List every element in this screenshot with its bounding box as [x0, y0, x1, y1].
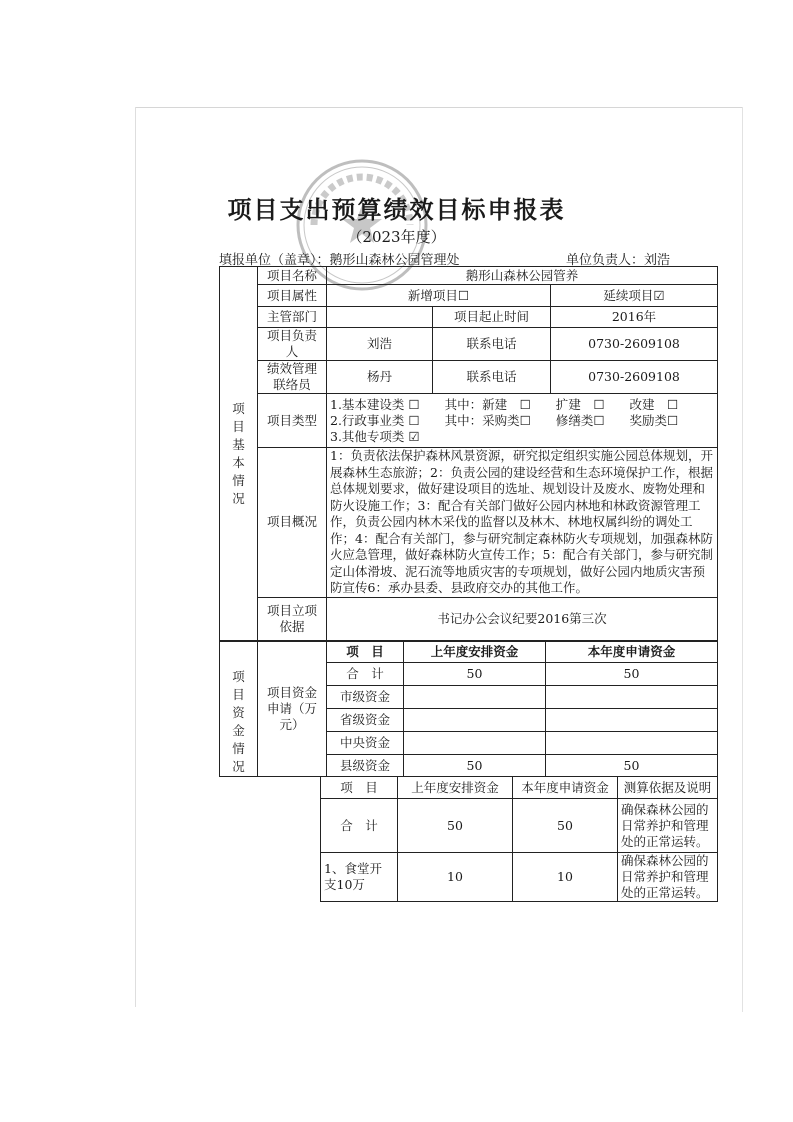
fund-header-item: 项 目 — [327, 641, 404, 663]
leader-value: 刘浩 — [327, 328, 433, 361]
table-cell — [404, 709, 546, 732]
table-row: 市级资金 — [327, 686, 404, 709]
unit-leader: 单位负责人：刘浩 — [566, 253, 671, 268]
project-name-value: 鹅形山森林公园管养 — [327, 267, 718, 285]
phone-label: 联系电话 — [433, 328, 551, 361]
phone-value: 0730-2609108 — [551, 328, 718, 361]
fund-apply-table — [219, 640, 718, 777]
overview-value: 1：负责依法保护森林风景资源，研究拟定组织实施公园总体规划，开展森林生态旅游；2：负责公园的建设经营和生态环境保护工作，根据总体规划要求，做好建设项目的选址、规划设计及废水、废物处理和防火设施工作；3：配合有关部门做好公园内林地和林政资源管理工作，负责公园内林木采伐的监督以及林木、林地权属纠纷的调处工作；4：配合有关部门，参与研究制定森林防火专项规划，加强森林防火应急管理，做好森林防火宣传工作；5：配合有关部门，参与研究制定山体滑坡、泥石流等地质灾害的专项规划，做好公园内地质灾害预防宣传6：承办县委、县政府交办的其他工作。 — [327, 448, 718, 598]
project-name-label: 项目名称 — [258, 267, 327, 285]
detail-header-last: 上年度安排资金 — [398, 777, 513, 799]
fund-header-last: 上年度安排资金 — [404, 641, 546, 663]
attribute-continue-option: 延续项目☑ — [551, 285, 718, 307]
table-cell-note: 确保森林公园的日常养护和管理处的正常运转。 — [618, 799, 718, 853]
document-title: 项目支出预算绩效目标申报表 — [227, 195, 566, 224]
table-cell: 50 — [398, 799, 513, 853]
period-label: 项目起止时间 — [433, 307, 551, 328]
table-row: 省级资金 — [327, 709, 404, 732]
fund-section-label: 项目资金情况 — [220, 641, 258, 777]
scan-edge — [135, 107, 743, 108]
basic-info-section-label: 项目基本情况 — [220, 267, 258, 642]
table-row: 县级资金 — [327, 755, 404, 777]
detail-header-note: 测算依据及说明 — [618, 777, 718, 799]
table-cell-note: 确保森林公园的日常养护和管理处的正常运转。 — [618, 853, 718, 902]
table-cell: 50 — [546, 755, 718, 777]
contact-phone-label: 联系电话 — [433, 361, 551, 394]
table-cell — [546, 732, 718, 755]
fund-header-this: 本年度申请资金 — [546, 641, 718, 663]
contact-label: 绩效管理联络员 — [258, 361, 327, 394]
detail-header-this: 本年度申请资金 — [513, 777, 618, 799]
table-row: 合 计 — [327, 663, 404, 686]
attribute-new-option: 新增项目☐ — [327, 285, 551, 307]
document-year: （2023年度） — [347, 228, 446, 246]
table-cell: 50 — [404, 755, 546, 777]
table-row: 1、食堂开支10万 — [321, 853, 398, 902]
fund-detail-table — [320, 776, 718, 902]
table-cell: 50 — [546, 663, 718, 686]
basis-value: 书记办公会议纪要2016第三次 — [327, 597, 718, 641]
table-cell: 10 — [398, 853, 513, 902]
dept-label: 主管部门 — [258, 307, 327, 328]
table-row: 合 计 — [321, 799, 398, 853]
type-value: 1.基本建设类 ☐ 其中：新建 ☐ 扩建 ☐ 改建 ☐ 2.行政事业类 ☐ 其中：采购类☐ 修缮类☐ 奖励类☐ 3.其他专项类 ☑ — [327, 394, 718, 448]
overview-label: 项目概况 — [258, 448, 327, 598]
table-cell — [404, 732, 546, 755]
basis-label: 项目立项依据 — [258, 597, 327, 641]
dept-value — [327, 307, 433, 328]
contact-phone-value: 0730-2609108 — [551, 361, 718, 394]
contact-value: 杨丹 — [327, 361, 433, 394]
project-attribute-label: 项目属性 — [258, 285, 327, 307]
period-value: 2016年 — [551, 307, 718, 328]
type-label: 项目类型 — [258, 394, 327, 448]
table-cell — [546, 709, 718, 732]
table-cell — [404, 686, 546, 709]
table-cell: 50 — [404, 663, 546, 686]
table-cell — [546, 686, 718, 709]
table-cell: 10 — [513, 853, 618, 902]
table-cell: 50 — [513, 799, 618, 853]
table-row: 中央资金 — [327, 732, 404, 755]
fill-unit: 填报单位（盖章）：鹅形山森林公园管理处 — [219, 253, 460, 268]
leader-label: 项目负责人 — [258, 328, 327, 361]
detail-header-item: 项 目 — [321, 777, 398, 799]
fund-apply-label: 项目资金申请（万元） — [258, 641, 327, 777]
basic-info-table — [219, 266, 718, 642]
